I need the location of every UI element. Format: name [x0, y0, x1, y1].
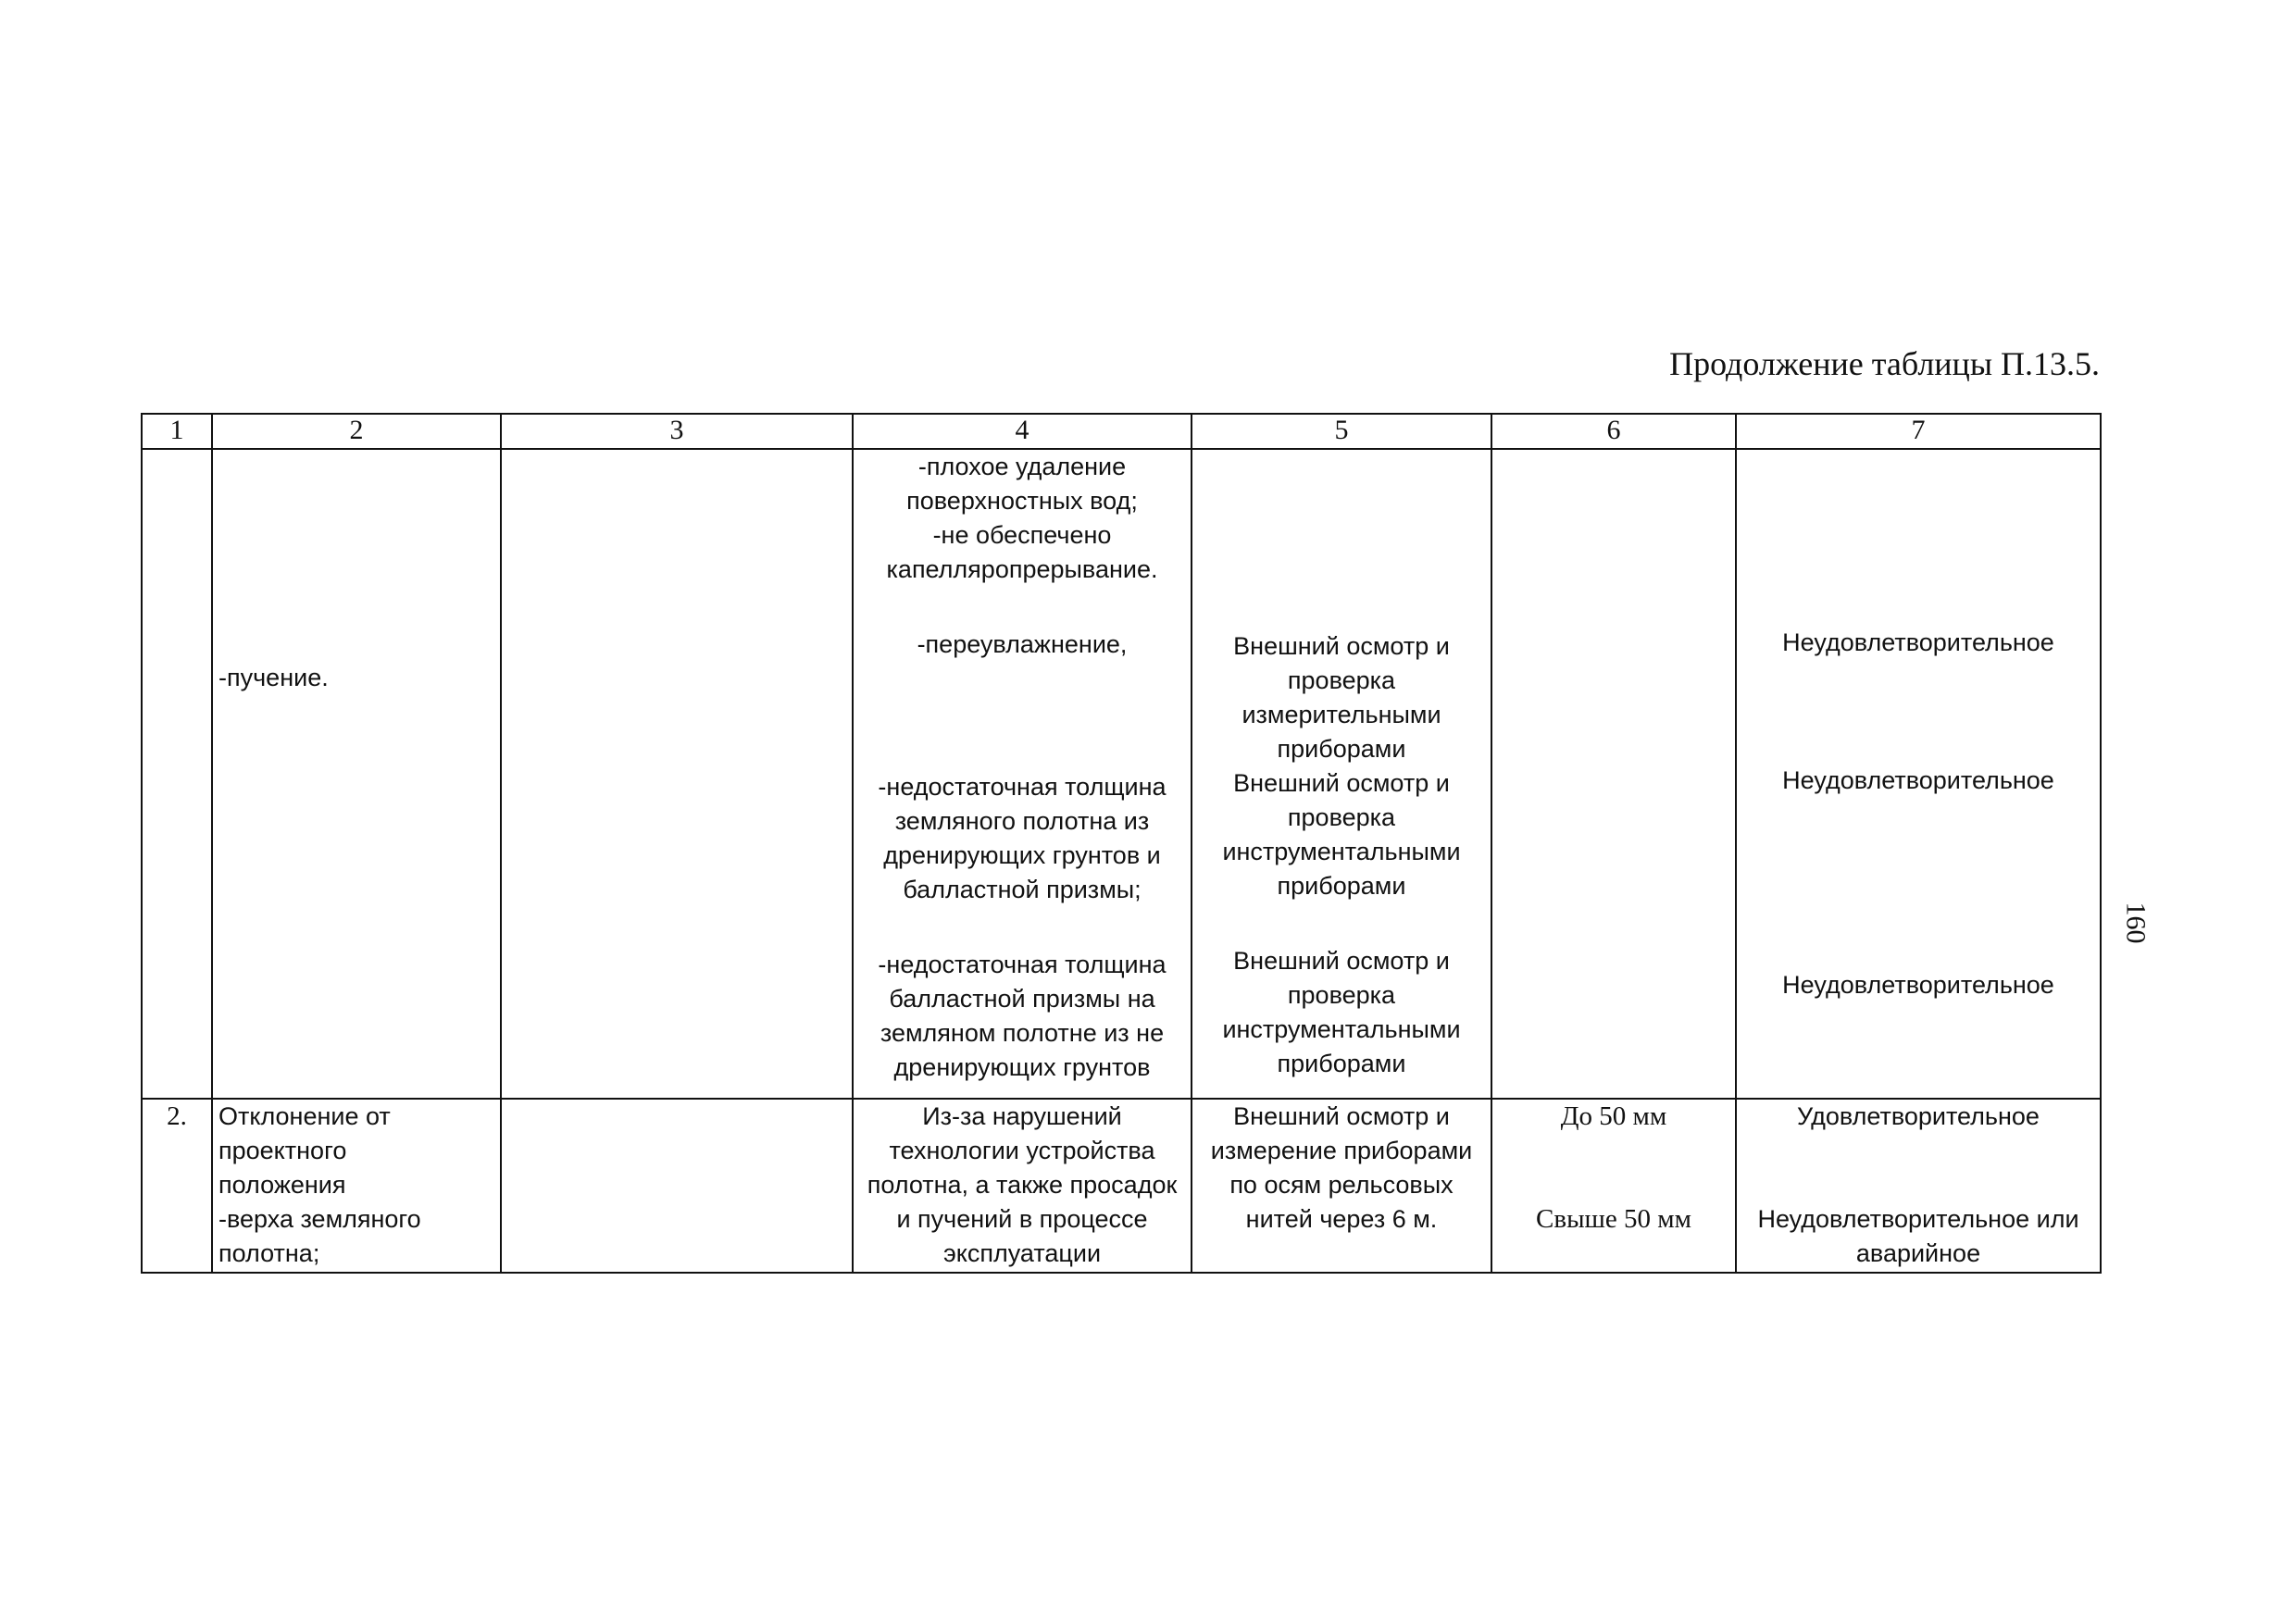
row1-method-1: Внешний осмотр и проверка измерительными приборами: [1233, 632, 1450, 763]
row2-state-1: Удовлетворительное: [1797, 1102, 2040, 1130]
row2-col6: [1491, 1099, 1736, 1273]
header-col-5: 5: [1192, 414, 1491, 449]
row1-col5: [1192, 449, 1491, 1099]
row1-cause-2: -недостаточная толщина земляного полотна из дренирующих грунтов и балластной призмы;: [878, 773, 1167, 903]
row2-defect-line1: Отклонение от: [218, 1102, 391, 1130]
header-col-1: 1: [142, 414, 212, 449]
row1-method-2: Внешний осмотр и проверка инструментальными приборами: [1222, 769, 1461, 900]
row1-col6: [1491, 449, 1736, 1099]
row1-state-2: Неудовлетворительное: [1782, 766, 2054, 794]
row1-state-1: Неудовлетворительное: [1782, 628, 2054, 656]
header-row: [142, 414, 2101, 449]
row2-col4: Из-за нарушений технологии устройства полотна, а также просадок и пучений в процессе эксплуатации: [853, 1099, 1192, 1273]
table-row: [142, 449, 2101, 1099]
row1-cause-line4: капелляропрерывание.: [886, 555, 1158, 583]
header-col-4: 4: [853, 414, 1192, 449]
header-col-6: 6: [1491, 414, 1736, 449]
row2-value-1: До 50 мм: [1560, 1101, 1667, 1131]
row2-col7: [1736, 1099, 2101, 1273]
row1-cause-line2: поверхностных вод;: [906, 487, 1138, 515]
table-row: [142, 1099, 2101, 1273]
header-col-2: 2: [212, 414, 501, 449]
data-table: [141, 413, 2102, 1274]
row2-col1: 2.: [142, 1099, 212, 1273]
row1-cause-line3: -не обеспечено: [932, 521, 1112, 549]
row1-cause-line1: -плохое удаление: [917, 453, 1127, 480]
row1-col2: [212, 449, 501, 1099]
row2-col5: Внешний осмотр и измерение приборами по осям рельсовых нитей через 6 м.: [1192, 1099, 1491, 1273]
row1-cause-3: -недостаточная толщина балластной призмы на земляном полотне из не дренирующих грунтов: [878, 951, 1167, 1081]
page-number: 160: [2120, 902, 2152, 944]
header-col-7: 7: [1736, 414, 2101, 449]
row1-col1: [142, 449, 212, 1099]
table-caption: Продолжение таблицы П.13.5.: [1669, 345, 2100, 382]
row2-col2: [212, 1099, 501, 1273]
row2-defect-line3: положения: [218, 1171, 346, 1199]
row1-method-3: Внешний осмотр и проверка инструментальными приборами: [1222, 947, 1461, 1077]
header-col-3: 3: [501, 414, 853, 449]
row2-defect-line4: -верха земляного: [218, 1205, 421, 1233]
row1-col3: [501, 449, 853, 1099]
row2-defect-line2: проектного: [218, 1137, 347, 1164]
row2-state-2: Неудовлетворительное или аварийное: [1757, 1205, 2079, 1267]
row1-col4: [853, 449, 1192, 1099]
row2-defect-line5: полотна;: [218, 1239, 320, 1267]
row1-cause-line5: -переувлажнение,: [917, 630, 1128, 658]
row2-value-2: Свыше 50 мм: [1536, 1204, 1691, 1234]
row1-state-3: Неудовлетворительное: [1782, 971, 2054, 999]
row1-col7: [1736, 449, 2101, 1099]
row1-defect: -пучение.: [218, 664, 329, 691]
row2-col3: [501, 1099, 853, 1273]
